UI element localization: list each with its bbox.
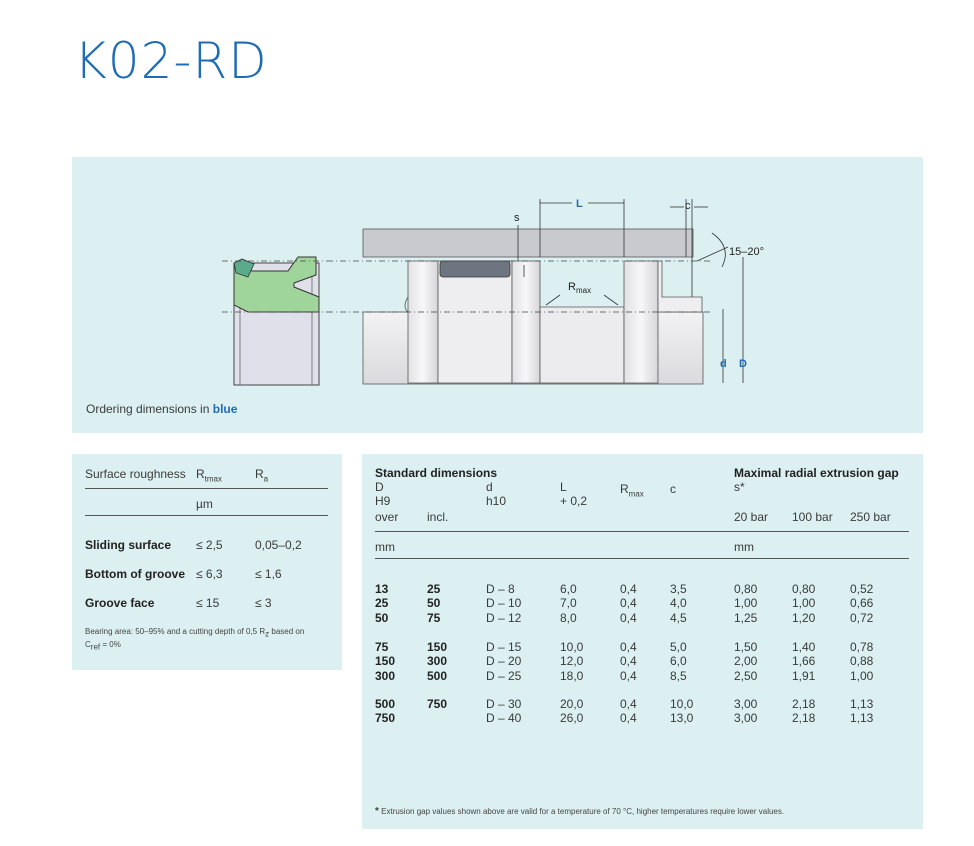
seal-cross-section — [222, 257, 327, 385]
table-cell-s250: 0,66 — [850, 596, 874, 611]
col-header-100bar: 100 bar — [792, 510, 833, 524]
table-cell-s20: 3,00 — [734, 711, 758, 726]
roughness-footnote: Bearing area: 50–95% and a cutting depth of 0,5 $R_z$ based on $C_{ref} = 0\%$ — [85, 627, 305, 652]
table-cell-d: D – 40 — [486, 711, 522, 726]
table-cell-s250: 1,13 — [850, 697, 874, 711]
table-cell-c: 4,0 — [670, 596, 687, 611]
table-cell-R: 0,4 — [620, 640, 637, 654]
col-header-D: D — [375, 480, 384, 494]
table-cell-c: 13,0 — [670, 711, 694, 726]
table-cell-c: 5,0 — [670, 640, 687, 654]
dim-label-rmax: $R_{max}$ — [568, 281, 592, 295]
col-header-over: over — [375, 510, 399, 524]
table-cell-s250: 0,88 — [850, 654, 874, 669]
table-cell-R: 0,4 — [620, 697, 637, 711]
seal-installation-drawing — [72, 157, 923, 433]
table-cell-over: 500 — [375, 697, 396, 711]
roughness-col-rtmax: $R_{tmax}$ — [196, 467, 223, 484]
table-cell-d: D – 10 — [486, 596, 522, 611]
dim-label-D: D — [739, 358, 747, 370]
extrusion-footnote: * Extrusion gap values shown above are valid for a temperature of 70 °C, higher temperatures require lower values. — [375, 806, 785, 817]
seal-diagram-panel — [72, 157, 923, 433]
table-cell-c: 6,0 — [670, 654, 687, 669]
ordering-note-text: Ordering dimensions in — [86, 402, 213, 416]
col-header-d: d — [486, 480, 493, 494]
table-cell-over: 750 — [375, 711, 396, 726]
table-cell-R: 0,4 — [620, 654, 637, 669]
table-cell-incl: 150 — [427, 640, 448, 654]
col-header-250bar: 250 bar — [850, 510, 891, 524]
dim-label-s: s — [514, 212, 520, 224]
table-cell-c: 8,5 — [670, 668, 687, 683]
table-cell-s100: 2,18 — [792, 711, 816, 726]
col-header-20bar: 20 bar — [734, 510, 769, 524]
table-cell-c: 4,5 — [670, 610, 687, 625]
table-cell-s100: 1,40 — [792, 640, 816, 654]
ordering-dimensions-note — [86, 402, 237, 416]
table-cell-over: 150 — [375, 654, 396, 669]
table-cell-incl: 50 — [427, 596, 441, 611]
table-cell-R: 0,4 — [620, 596, 637, 611]
table-cell-L: 8,0 — [560, 610, 577, 625]
table-cell-s100: 2,18 — [792, 697, 816, 711]
unit-left: mm — [375, 540, 395, 554]
roughness-col-ra: $R_a$ — [255, 467, 269, 484]
table-cell-s20: 0,80 — [734, 582, 758, 596]
table-cell-d: D – 15 — [486, 640, 522, 654]
standard-dimensions-panel — [362, 454, 923, 829]
divider — [85, 515, 328, 516]
col-header-d-tol: h10 — [486, 494, 507, 508]
table-cell-s20: 3,00 — [734, 697, 758, 711]
col-header-L: L — [560, 480, 567, 494]
table-cell-d: D – 25 — [486, 668, 522, 683]
table-cell-over: 13 — [375, 582, 389, 596]
table-cell-L: 20,0 — [560, 697, 584, 711]
roughness-unit: µm — [196, 497, 213, 511]
table-cell-L: 10,0 — [560, 640, 584, 654]
table-cell-incl: 25 — [427, 582, 441, 596]
roughness-row-ra: ≤ 3 — [255, 596, 272, 610]
table-cell-incl: 300 — [427, 654, 448, 669]
table-cell-over: 300 — [375, 668, 396, 683]
table-cell-s250: 1,00 — [850, 668, 874, 683]
roughness-header: Surface roughness — [85, 467, 186, 481]
table-cell-s100: 1,20 — [792, 610, 816, 625]
table-cell-L: 12,0 — [560, 654, 584, 669]
roughness-row-ra: ≤ 1,6 — [255, 567, 282, 581]
table-cell-d: D – 20 — [486, 654, 522, 669]
table-cell-d: D – 12 — [486, 610, 522, 625]
page-title: K02-RD — [74, 32, 268, 90]
table-cell-s250: 0,52 — [850, 582, 874, 596]
table-cell-over: 50 — [375, 610, 389, 625]
table-cell-R: 0,4 — [620, 668, 637, 683]
table-cell-R: 0,4 — [620, 610, 637, 625]
table-cell-L: 7,0 — [560, 596, 577, 611]
table-cell-c: 3,5 — [670, 582, 687, 596]
table-cell-R: 0,4 — [620, 711, 637, 726]
table-cell-s250: 1,13 — [850, 711, 874, 726]
table-cell-s250: 0,78 — [850, 640, 874, 654]
dim-label-d: d — [720, 358, 727, 370]
table-cell-c: 10,0 — [670, 697, 694, 711]
table-cell-incl: 75 — [427, 610, 441, 625]
col-header-s: s* — [734, 480, 745, 494]
table-cell-L: 26,0 — [560, 711, 584, 726]
roughness-row-rt: ≤ 2,5 — [196, 538, 223, 552]
dim-label-c: c — [685, 200, 691, 212]
roughness-row-rt: ≤ 15 — [196, 596, 220, 610]
roughness-row-label: Sliding surface — [85, 538, 172, 552]
table-cell-s100: 0,80 — [792, 582, 816, 596]
table-cell-s20: 2,50 — [734, 668, 758, 683]
table-cell-incl: 500 — [427, 668, 448, 683]
roughness-row-ra: 0,05–0,2 — [255, 538, 302, 552]
table-cell-s100: 1,91 — [792, 668, 816, 683]
table-cell-incl: 750 — [427, 697, 448, 711]
table-cell-d: D – 8 — [486, 582, 515, 596]
table-cell-s250: 0,72 — [850, 610, 874, 625]
dim-label-L: L — [576, 198, 583, 210]
ordering-note-highlight: blue — [212, 402, 238, 416]
table-cell-s20: 1,25 — [734, 610, 758, 625]
col-header-L-tol: + 0,2 — [560, 494, 588, 508]
table-cell-s100: 1,66 — [792, 654, 816, 669]
col-header-D-tol: H9 — [375, 494, 391, 508]
dim-label-angle: 15–20° — [729, 246, 764, 258]
table-cell-R: 0,4 — [620, 582, 637, 596]
table-cell-L: 6,0 — [560, 582, 577, 596]
table-cell-s20: 1,00 — [734, 596, 758, 611]
table-cell-over: 75 — [375, 640, 389, 654]
col-header-rmax: $R_{max}$ — [620, 482, 644, 499]
roughness-row-label: Groove face — [85, 596, 155, 610]
standard-dimensions-title: Standard dimensions — [375, 466, 498, 480]
table-cell-s20: 2,00 — [734, 654, 758, 669]
divider — [375, 558, 909, 559]
piston-body — [363, 261, 703, 384]
col-header-incl: incl. — [427, 510, 449, 524]
table-cell-s20: 1,50 — [734, 640, 758, 654]
surface-roughness-panel — [72, 454, 342, 670]
divider — [375, 531, 909, 532]
extrusion-gap-title: Maximal radial extrusion gap — [734, 466, 899, 480]
table-cell-L: 18,0 — [560, 668, 584, 683]
col-header-c: c — [670, 482, 676, 496]
roughness-row-rt: ≤ 6,3 — [196, 567, 223, 581]
divider — [85, 488, 328, 489]
unit-right: mm — [734, 540, 754, 554]
table-cell-over: 25 — [375, 596, 389, 611]
table-cell-s100: 1,00 — [792, 596, 816, 611]
table-cell-d: D – 30 — [486, 697, 522, 711]
roughness-row-label: Bottom of groove — [85, 567, 185, 581]
